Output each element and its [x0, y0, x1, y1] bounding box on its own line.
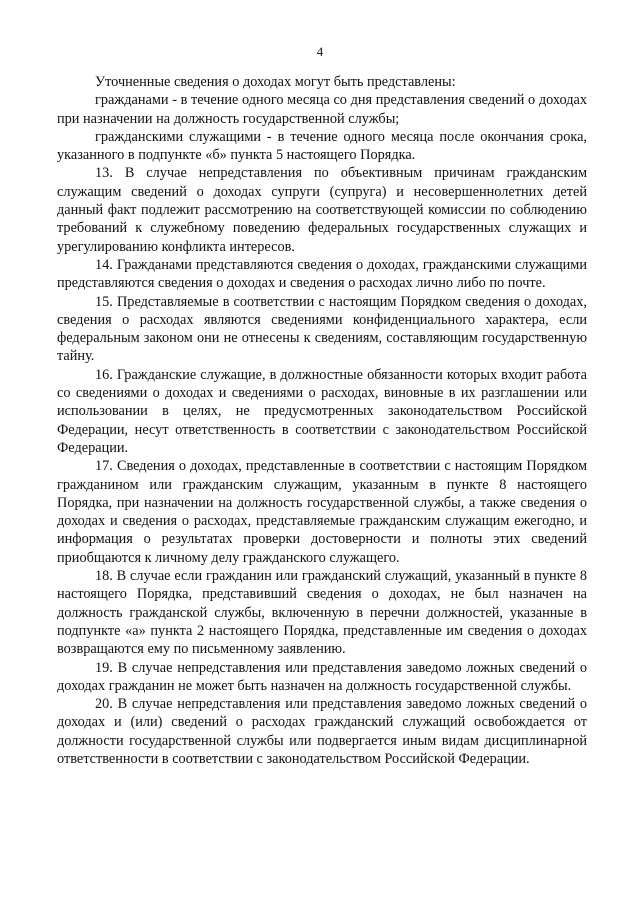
page-number: 4 — [316, 44, 324, 59]
paragraph-16: 16. Гражданские служащие, в должностные обязанности которых входит работа со сведениями о доходах и сведениями о расходах, виновные в их разглашении или использовании в целях, не предусмотренных законодательством Российской Федерации, несут ответственность в соответствии с законодательством Российской Федерации. — [57, 366, 587, 456]
paragraph-20: 20. В случае непредставления или представления заведомо ложных сведений о доходах и (или) сведений о расходах гражданский служащий освобождается от должности государственной службы или подвергается иным видам дисциплинарной ответственности в соответствии с законодательством Российской Федерации. — [57, 696, 587, 767]
paragraph-civil-servants: гражданскими служащими - в течение одного месяца после окончания срока, указанного в подпункте «б» пункта 5 настоящего Порядка. — [57, 128, 587, 164]
paragraph-17: 17. Сведения о доходах, представленные в соответствии с настоящим Порядком гражданином или гражданским служащим, указанным в пункте 8 настоящего Порядка, при назначении на должность государственной службы, а также сведения о доходах и сведения о расходах, представляемые гражданским служащим ежегодно, и информация о результатах проверки достоверности и полноты этих сведений приобщаются к личному делу гражданского служащего. — [57, 458, 587, 566]
paragraph-15: 15. Представляемые в соответствии с настоящим Порядком сведения о доходах, сведения о расходах являются сведениями конфиденциального характера, если федеральным законом они не отнесены к сведениям, составляющим государственную тайну. — [57, 293, 587, 365]
paragraph-18: 18. В случае если гражданин или гражданский служащий, указанный в пункте 8 настоящего Порядка, представивший сведения о доходах, не был назначен на должность гражданской службы, включенную в перечни должностей, указанные в подпункте «а» пункта 2 настоящего Порядка, представленные им сведения о доходах возвращаются ему по письменному заявлению. — [57, 568, 587, 658]
paragraph-intro: Уточненные сведения о доходах могут быть представлены: — [95, 74, 456, 90]
paragraph-13: 13. В случае непредставления по объективным причинам гражданским служащим сведений о доходах супруги (супруга) и несовершеннолетних детей данный факт подлежит рассмотрению на соответствующей комиссии по соблюдению требований к служебному поведению федеральных государственных служащих и урегулированию конфликта интересов. — [57, 165, 587, 255]
body-text — [57, 73, 587, 768]
paragraph-19: 19. В случае непредставления или представления заведомо ложных сведений о доходах гражданин не может быть назначен на должность государственной службы. — [57, 659, 587, 694]
paragraph-14: 14. Гражданами представляются сведения о доходах, гражданскими служащими представляются сведения о доходах и сведения о расходах лично либо по почте. — [57, 256, 587, 292]
paragraph-citizens: гражданами - в течение одного месяца со дня представления сведений о доходах при назначении на должность государственной службы; — [57, 92, 587, 127]
